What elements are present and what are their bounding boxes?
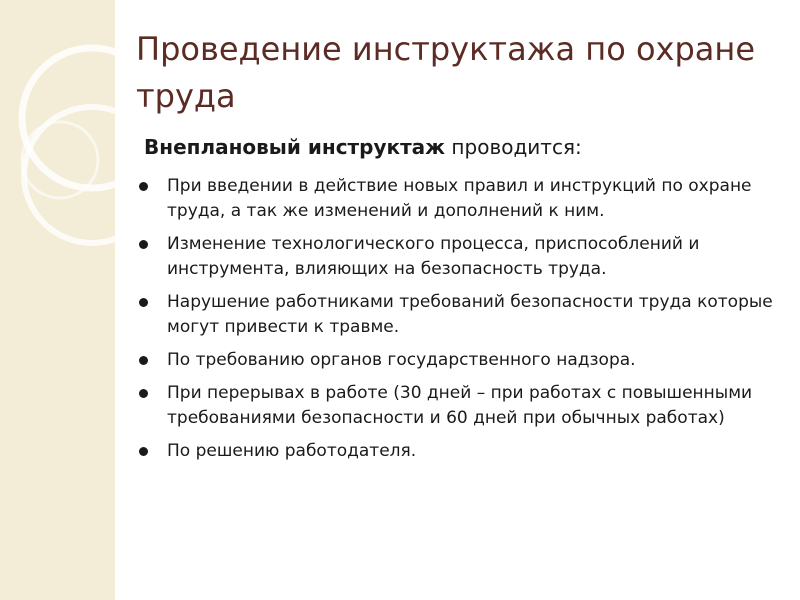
- bullet-text: При перерывах в работе (30 дней – при работах с повышенными требованиями безопасности и 60 дней при обычных работах): [167, 383, 753, 428]
- bullet-text: По решению работодателя.: [167, 441, 417, 461]
- bullet-item: [136, 348, 781, 373]
- bullet-dot-icon: [139, 356, 148, 365]
- bullet-text: Нарушение работниками требований безопасности труда которые могут привести к травме.: [167, 292, 773, 337]
- subheading-rest: проводится:: [445, 135, 582, 159]
- bullet-item: [136, 174, 781, 224]
- bullet-list: [136, 174, 781, 464]
- slide-title: Проведение инструктажа по охране труда: [136, 30, 755, 115]
- slide-content: [136, 132, 781, 472]
- bullet-dot-icon: [139, 447, 148, 456]
- subheading: [144, 132, 781, 162]
- bullet-item: [136, 381, 781, 431]
- bullet-dot-icon: [139, 298, 148, 307]
- bullet-item: [136, 232, 781, 282]
- bullet-dot-icon: [139, 240, 148, 249]
- bullet-dot-icon: [139, 389, 148, 398]
- bullet-text: По требованию органов государственного надзора.: [167, 350, 636, 370]
- bullet-dot-icon: [139, 182, 148, 191]
- subheading-bold: Внеплановый инструктаж: [144, 135, 446, 159]
- bullet-text: Изменение технологического процесса, приспособлений и инструмента, влияющих на безопасность труда.: [167, 234, 700, 279]
- bullet-text: При введении в действие новых правил и инструкций по охране труда, а так же изменений и дополнений к ним.: [167, 176, 752, 221]
- bullet-item: [136, 290, 781, 340]
- bullet-item: [136, 439, 781, 464]
